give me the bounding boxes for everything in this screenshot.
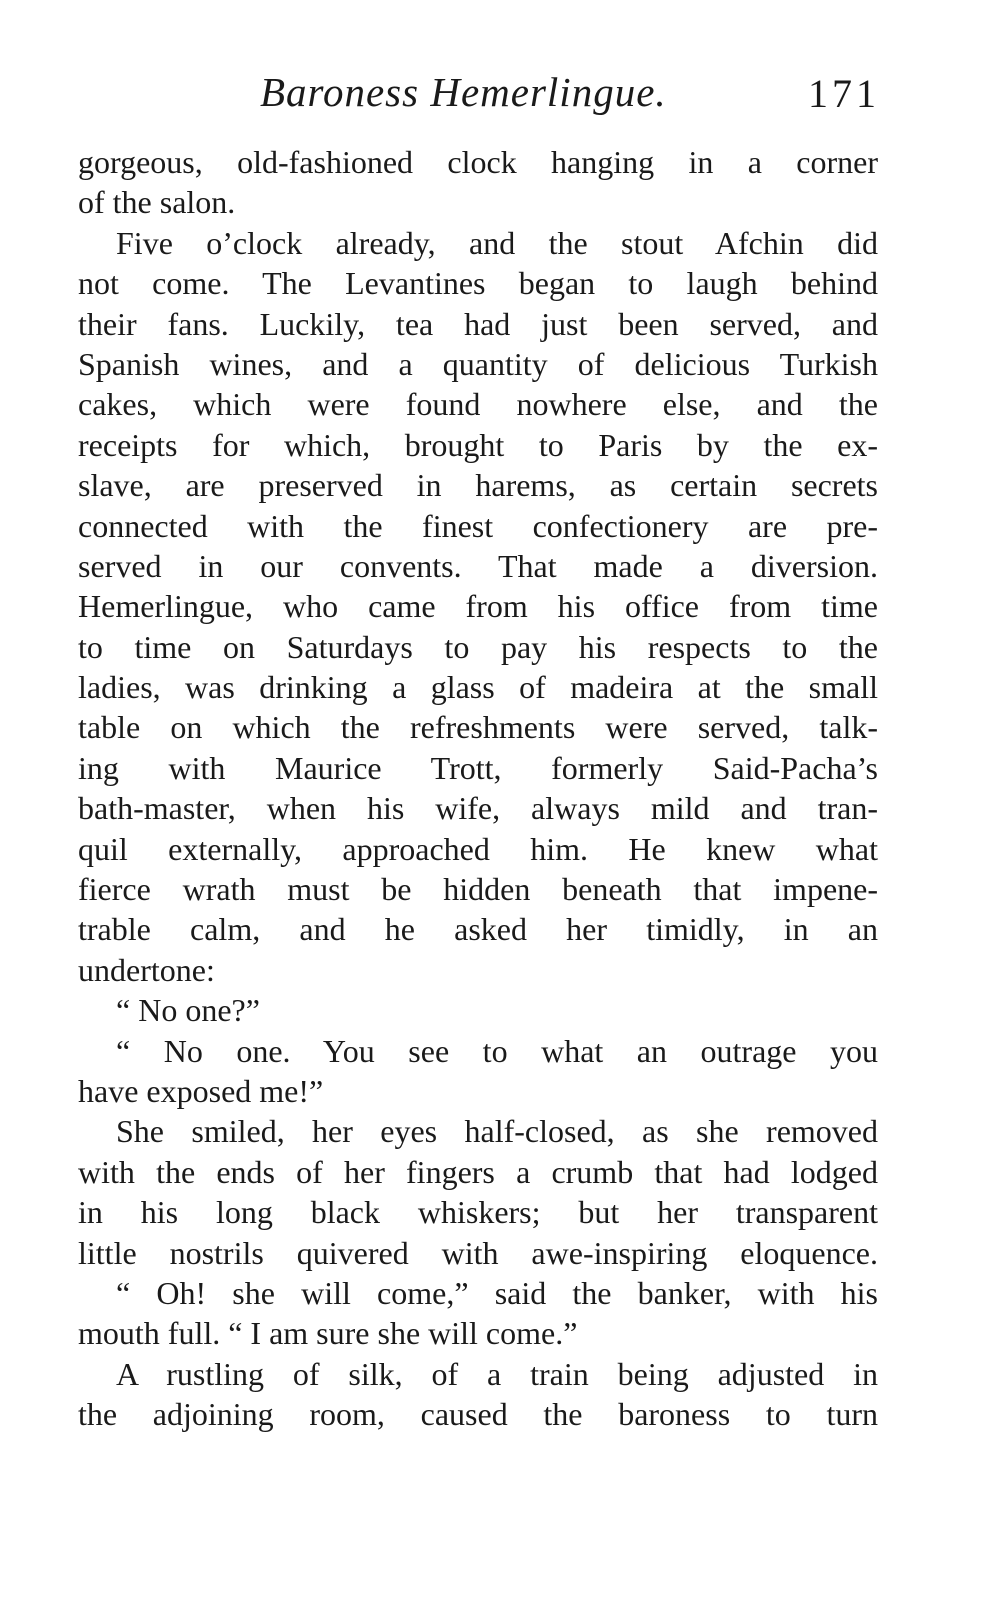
- text-line: not come. The Levantines began to laugh behind: [78, 265, 878, 302]
- text-line: undertone:: [78, 951, 215, 988]
- text-line: little nostrils quivered with awe-inspiring eloquence.: [78, 1234, 878, 1271]
- text-line: trable calm, and he asked her timidly, in an: [78, 911, 878, 948]
- text-line: “ No one?”: [116, 992, 260, 1029]
- text-line: Hemerlingue, who came from his office from time: [78, 588, 878, 625]
- text-line: connected with the finest confectionery are pre-: [78, 507, 878, 544]
- text-line: slave, are preserved in harems, as certain secrets: [78, 467, 878, 504]
- text-line: their fans. Luckily, tea had just been served, and: [78, 305, 878, 342]
- text-line: She smiled, her eyes half-closed, as she removed: [116, 1113, 878, 1150]
- text-line: bath-master, when his wife, always mild and tran-: [78, 790, 878, 827]
- text-line: “ Oh! she will come,” said the banker, with his: [116, 1274, 878, 1311]
- text-line: with the ends of her fingers a crumb that had lodged: [78, 1153, 878, 1190]
- text-line: the adjoining room, caused the baroness to turn: [78, 1396, 878, 1433]
- text-line: cakes, which were found nowhere else, and the: [78, 386, 878, 423]
- text-line: ladies, was drinking a glass of madeira at the small: [78, 669, 878, 706]
- body-text: [78, 142, 878, 1435]
- running-head: [80, 68, 880, 118]
- text-line: mouth full. “ I am sure she will come.”: [78, 1315, 578, 1352]
- text-line: A rustling of silk, of a train being adjusted in: [116, 1355, 878, 1392]
- text-line: served in our convents. That made a diversion.: [78, 547, 878, 584]
- text-line: “ No one. You see to what an outrage you: [116, 1032, 878, 1069]
- text-line: have exposed me!”: [78, 1072, 324, 1109]
- text-line: in his long black whiskers; but her transparent: [78, 1194, 878, 1231]
- text-line: ing with Maurice Trott, formerly Said-Pacha’s: [78, 749, 878, 786]
- text-line: receipts for which, brought to Paris by the ex-: [78, 426, 878, 463]
- text-line: to time on Saturdays to pay his respects to the: [78, 628, 878, 665]
- text-line: of the salon.: [78, 184, 236, 221]
- text-line: table on which the refreshments were served, talk-: [78, 709, 878, 746]
- text-line: quil externally, approached him. He knew what: [78, 830, 878, 867]
- text-line: Spanish wines, and a quantity of delicious Turkish: [78, 345, 878, 382]
- text-line: fierce wrath must be hidden beneath that impene-: [78, 871, 878, 908]
- text-line: gorgeous, old-fashioned clock hanging in a corner: [78, 144, 878, 180]
- running-title: Baroness Hemerlingue.: [260, 69, 667, 115]
- page-number: 171: [808, 71, 880, 116]
- text-line: Five o’clock already, and the stout Afchin did: [116, 224, 878, 261]
